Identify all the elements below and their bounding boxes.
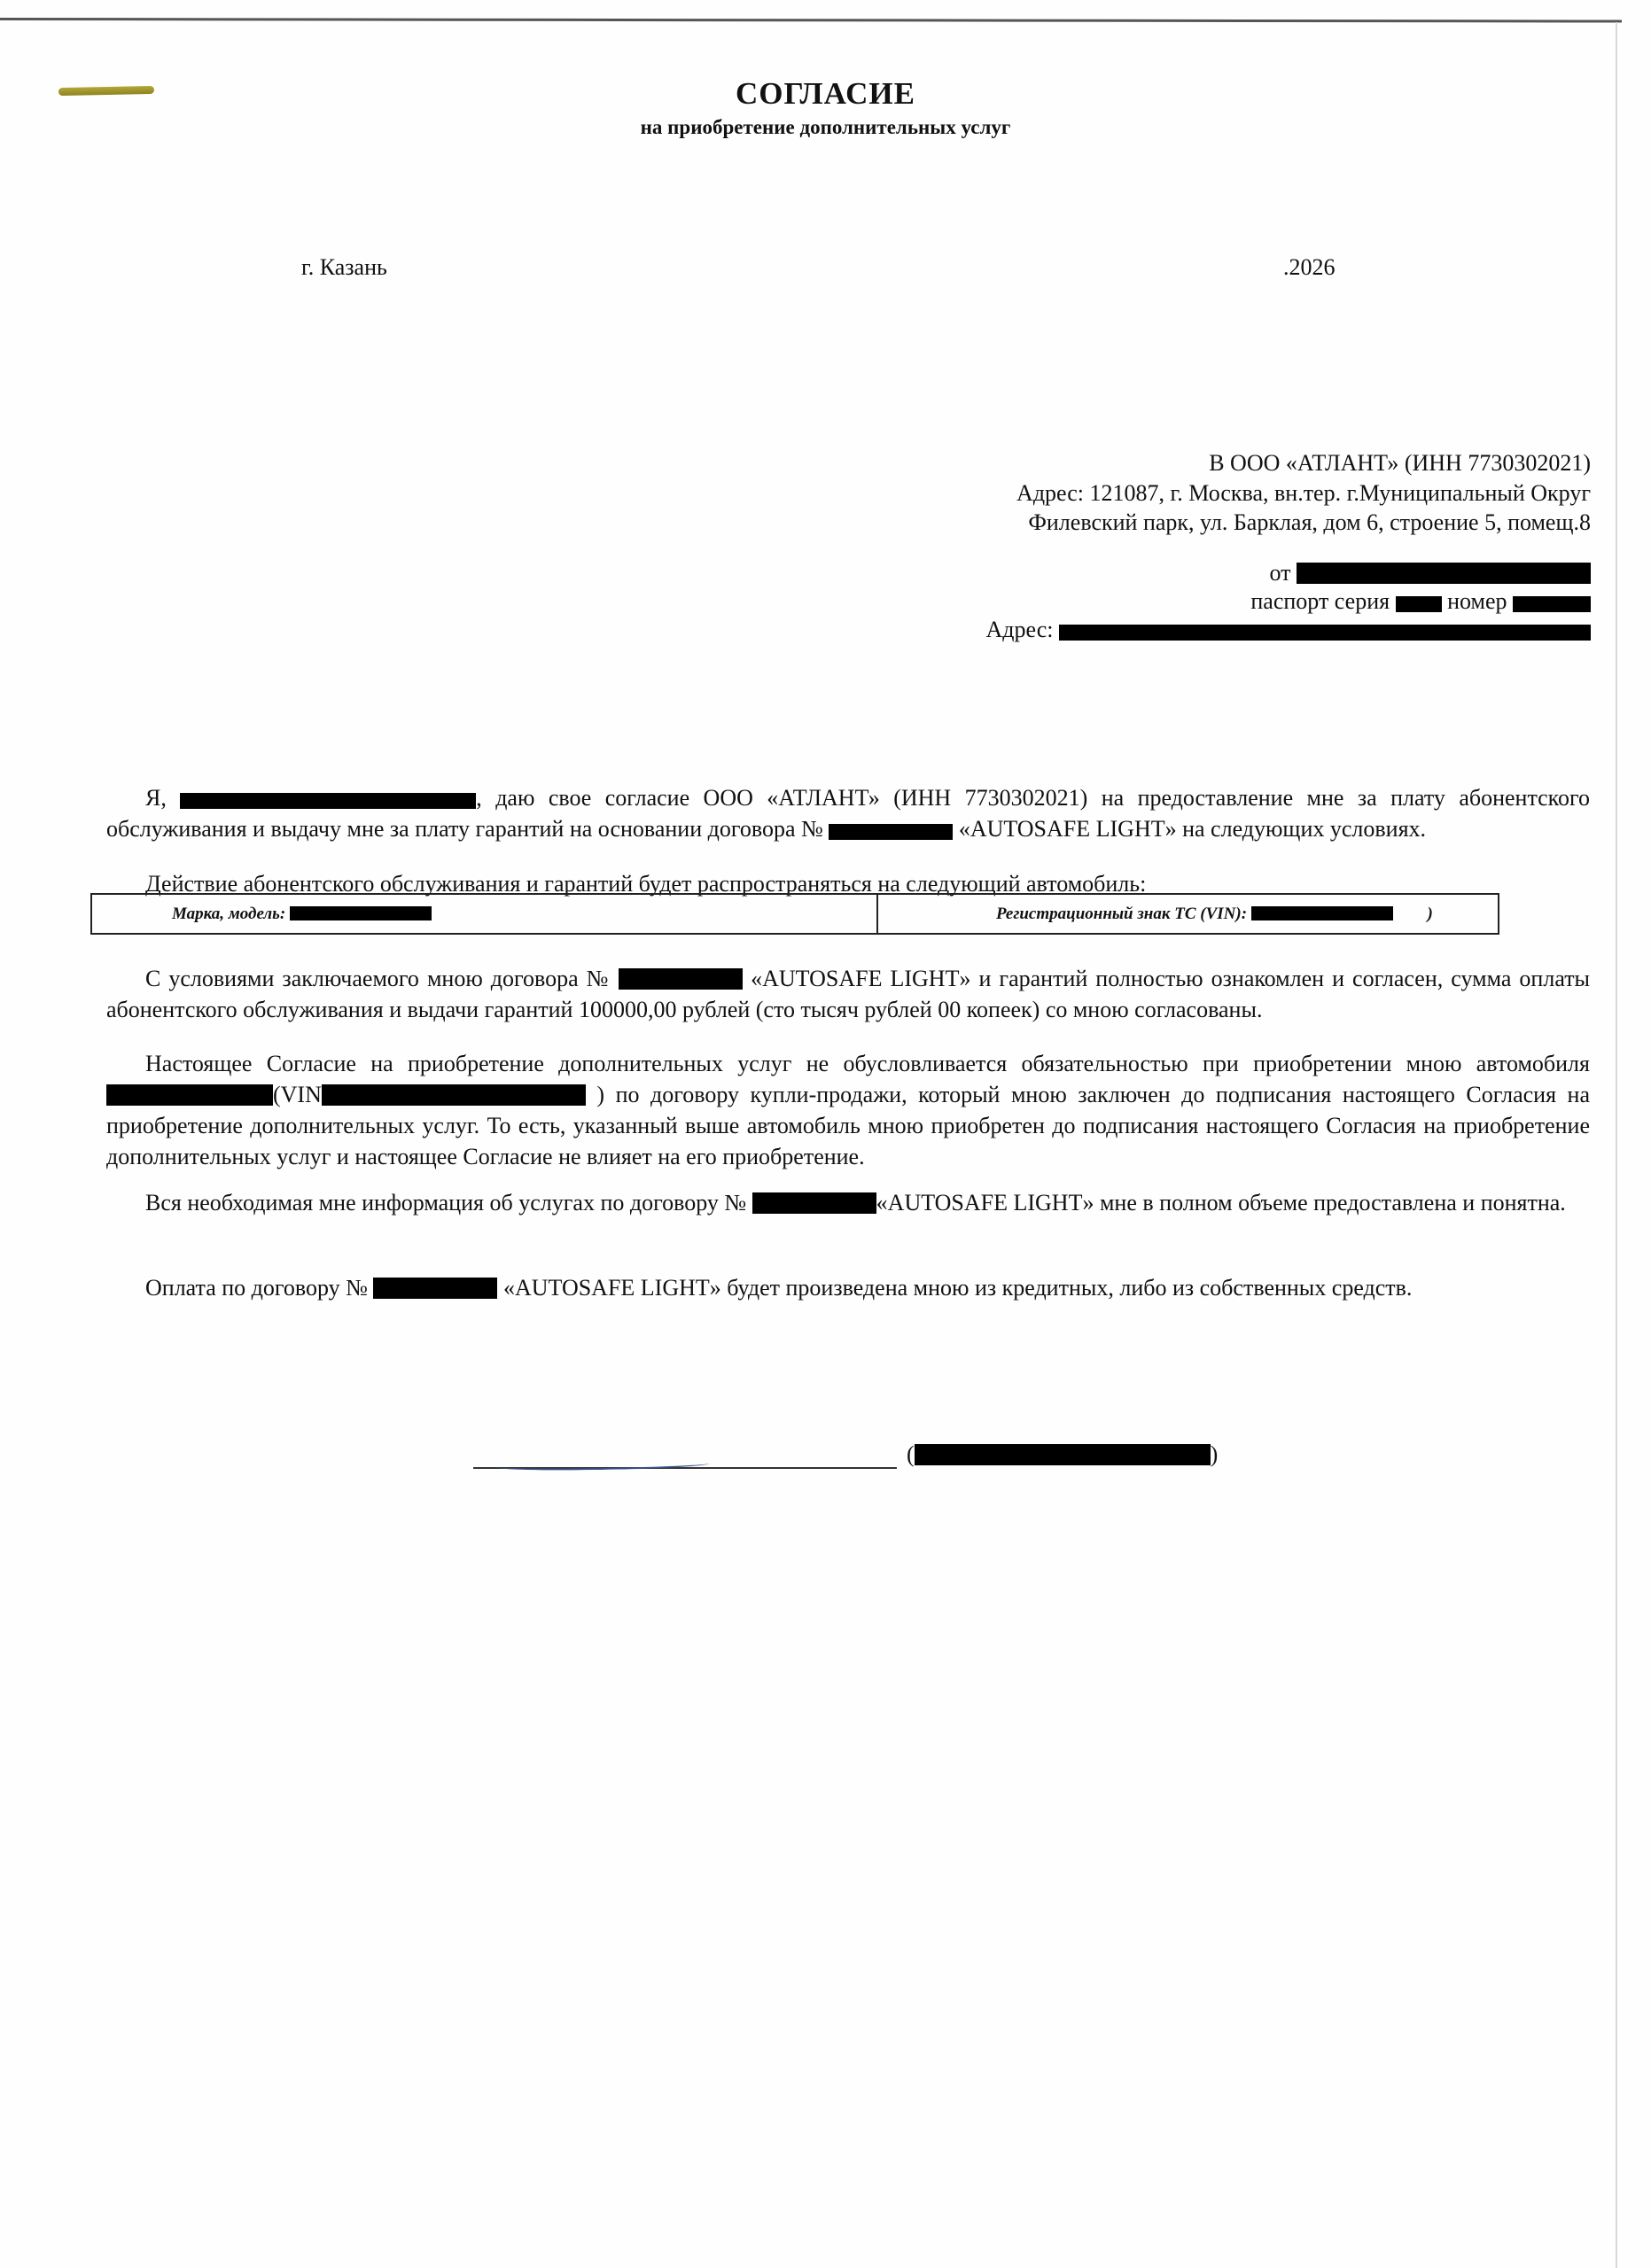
redacted-car-model: [290, 906, 432, 920]
paragraph-payment: Оплата по договору № «AUTOSAFE LIGHT» будет произведена мною из кредитных, либо из собственных средств.: [145, 1275, 1413, 1301]
paragraph-not-conditional: Настоящее Согласие на приобретение дополнительных услуг не обусловливается обязательностью при приобретении мною автомобиля (VIN ) по договору купли-продажи, который мною заключен до подписания настоящего Согласия на приобретение дополнительных услуг. То есть, указанный выше автомобиль мною приобретен до подписания настоящего Согласия на приобретение дополнительных услуг и настоящее Согласие не влияет на его приобретение.: [106, 1051, 1591, 1169]
redacted-vin: [1251, 906, 1393, 920]
addressee-line-3: Филевский парк, ул. Барклая, дом 6, строение 5, помещ.8: [1028, 509, 1591, 535]
car-vin-cell: Регистрационный знак ТС (VIN): ): [877, 894, 1499, 934]
redacted-sender-name: [1297, 563, 1591, 584]
car-table: [90, 893, 1499, 935]
document-title: СОГЛАСИЕ: [736, 76, 915, 111]
paragraph-car-intro: Действие абонентского обслуживания и гарантий будет распространяться на следующий автомобиль:: [145, 871, 1147, 897]
addressee-line-2: Адрес: 121087, г. Москва, вн.тер. г.Муниципальный Округ: [1016, 480, 1591, 506]
sender-address-line: [986, 613, 1591, 646]
signature-name: ( ): [907, 1441, 1219, 1467]
redacted-car-vin: [322, 1084, 586, 1106]
redacted-contract-number-4: [373, 1278, 497, 1299]
city: г. Казань: [301, 254, 387, 280]
from-label: от: [1269, 560, 1291, 586]
car-model-cell: Марка, модель:: [91, 894, 877, 934]
paragraph-consent: Я, , даю свое согласие ООО «АТЛАНТ» (ИНН 7730302021) на предоставление мне за плату абонентского обслуживания и выдачу мне за плату гарантий на основании договора № «AUTOSAFE LIGHT» на следующих условиях.: [106, 785, 1591, 842]
redacted-signer-name: [915, 1444, 1211, 1465]
redacted-passport-series: [1396, 596, 1442, 612]
address-label: Адрес:: [985, 617, 1054, 642]
redacted-passport-number: [1513, 596, 1591, 612]
redacted-contract-number-2: [619, 968, 743, 990]
redacted-contract-number: [829, 824, 953, 840]
passport-number-label: номер: [1447, 588, 1507, 614]
redacted-full-name: [180, 793, 476, 809]
redacted-sender-address: [1059, 625, 1591, 641]
scan-right-edge: [1616, 22, 1617, 2268]
redacted-contract-number-3: [752, 1192, 876, 1214]
document-subtitle: на приобретение дополнительных услуг: [640, 116, 1011, 138]
addressee-line-1: В ООО «АТЛАНТ» (ИНН 7730302021): [1209, 450, 1591, 476]
scan-top-edge: [0, 18, 1622, 23]
redacted-car-name: [106, 1084, 273, 1106]
date: .2026: [1283, 254, 1336, 280]
passport-series-label: паспорт серия: [1250, 588, 1390, 614]
handwritten-signature: [496, 1459, 709, 1472]
paragraph-information: Вся необходимая мне информация об услугах по договору № «AUTOSAFE LIGHT» мне в полном объеме предоставлена и понятна.: [145, 1190, 1566, 1216]
paragraph-terms: С условиями заключаемого мною договора № «AUTOSAFE LIGHT» и гарантий полностью ознакомлен и согласен, сумма оплаты абонентского обслуживания и выдачи гарантий 100000,00 рублей (сто тысяч рублей 00 копеек) со мною согласованы.: [106, 966, 1591, 1022]
